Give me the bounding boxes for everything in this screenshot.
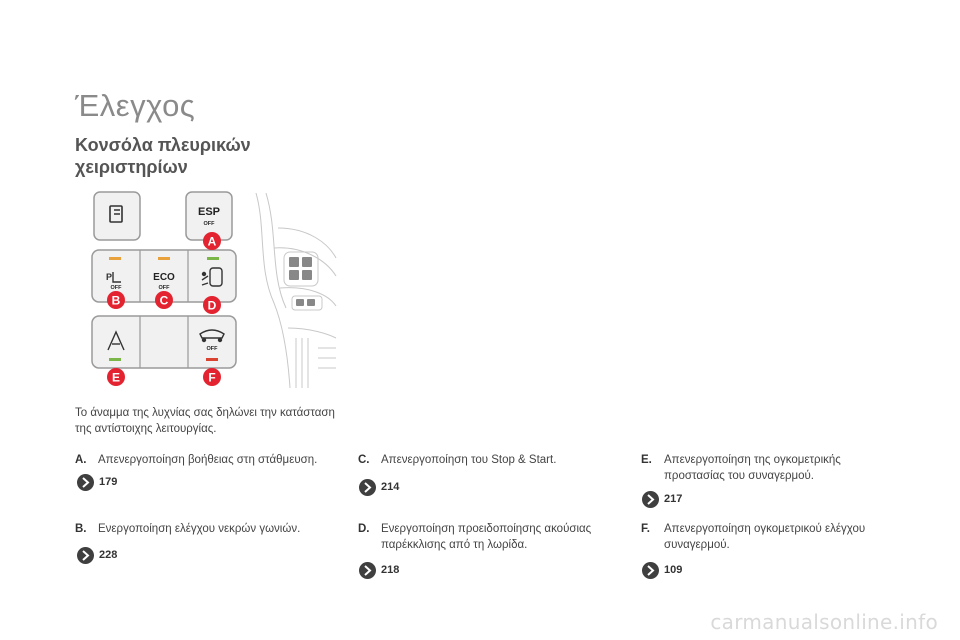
page-title: Έλεγχος <box>75 88 196 123</box>
callout-e <box>107 368 125 386</box>
chevron-right-icon <box>359 562 376 579</box>
eco-label: ECO <box>153 272 175 283</box>
dashboard-sketch <box>256 193 336 388</box>
eco-off-label: OFF <box>158 285 170 291</box>
item-text: Απενεργοποίηση βοήθειας στη στάθμευση. <box>98 454 318 466</box>
item-letter: B. <box>75 523 87 535</box>
svg-text:B: B <box>111 293 121 308</box>
chevron-right-icon <box>359 479 376 496</box>
svg-text:D: D <box>207 298 217 313</box>
item-text: Ενεργοποίηση ελέγχου νεκρών γωνιών. <box>98 523 301 535</box>
chevron-right-icon <box>77 474 94 491</box>
item-text: Απενεργοποίηση της ογκομετρικής προστασίας του συναγερμού. <box>664 454 841 482</box>
switch-panel-illustration <box>88 188 338 393</box>
lamp-f <box>206 358 218 361</box>
section-subtitle: Κονσόλα πλευρικών χειριστηρίων <box>75 135 251 177</box>
svg-text:P: P <box>106 272 113 282</box>
callout-a <box>203 232 221 250</box>
f-off-label: OFF <box>206 346 218 352</box>
page-number: 214 <box>381 481 400 493</box>
svg-text:C: C <box>159 293 169 308</box>
dashboard-buttons-detail <box>289 257 315 306</box>
item-letter: E. <box>641 454 652 466</box>
chevron-right-icon <box>77 547 94 564</box>
page-number: 179 <box>99 476 118 488</box>
item-letter: C. <box>358 454 370 466</box>
callout-d <box>203 296 221 314</box>
chevron-right-icon <box>642 562 659 579</box>
page-number: 218 <box>381 564 400 576</box>
chevron-right-icon <box>642 491 659 508</box>
esp-label: ESP <box>197 206 221 218</box>
watermark: carmanualsonline.info <box>710 610 938 634</box>
lamp-e <box>109 358 121 361</box>
item-text: Ενεργοποίηση προειδοποίησης ακούσιας παρέκκλισης από τη λωρίδα. <box>381 523 592 551</box>
page-number: 109 <box>664 564 683 576</box>
b-off-label: OFF <box>110 285 122 291</box>
lamp-note: Το άναμμα της λυχνίας σας δηλώνει την κατάσταση της αντίστοιχης λειτουργίας. <box>75 407 335 435</box>
svg-text:F: F <box>208 370 216 385</box>
item-text: Απενεργοποίηση του Stop & Start. <box>381 454 557 466</box>
page-number: 228 <box>99 549 118 561</box>
page-number: 217 <box>664 493 683 505</box>
lamp-d <box>207 257 219 260</box>
lamp-b <box>109 257 121 260</box>
item-text: Απενεργοποίηση ογκομετρικού ελέγχου συναγερμού. <box>664 523 866 551</box>
lamp-c <box>158 257 170 260</box>
door-lock-button <box>94 192 140 240</box>
callout-f <box>203 368 221 386</box>
item-letter: D. <box>358 523 370 535</box>
svg-text:E: E <box>111 370 121 385</box>
item-letter: A. <box>75 454 87 466</box>
esp-off-label: OFF <box>203 221 215 227</box>
callout-c <box>155 291 173 309</box>
svg-text:A: A <box>207 234 217 249</box>
callout-b <box>107 291 125 309</box>
item-letter: F. <box>641 523 650 535</box>
